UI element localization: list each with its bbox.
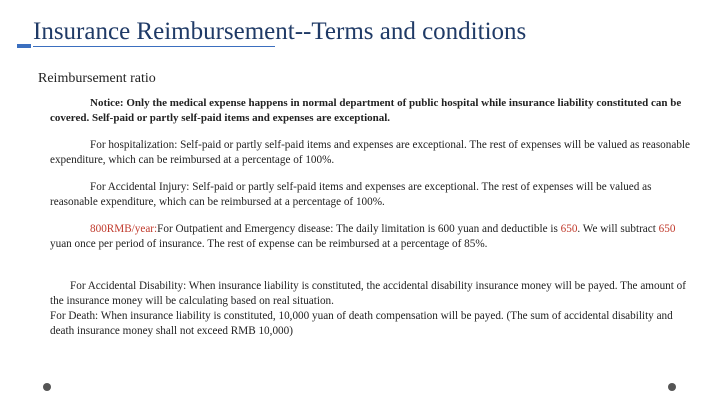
title-underline bbox=[33, 46, 275, 47]
title-accent-bar bbox=[17, 44, 31, 48]
outpatient-subtract: 650 bbox=[658, 223, 676, 235]
outpatient-paragraph bbox=[50, 222, 690, 252]
outpatient-deductible: 650 bbox=[560, 223, 578, 235]
decorative-dot-left bbox=[43, 383, 51, 391]
accidental-injury-paragraph bbox=[50, 180, 690, 210]
hospitalization-text: For hospitalization: Self-paid or partly self-paid items and expenses are exceptional. The rest of expenses will be valued as reasonable expenditure, which can be reimbursed at a percentage of 100%. bbox=[50, 139, 690, 166]
hospitalization-paragraph bbox=[50, 138, 690, 168]
outpatient-text-1: For Outpatient and Emergency disease: The daily limitation is 600 yuan and deductible is bbox=[157, 223, 561, 235]
accidental-injury-text: For Accidental Injury: Self-paid or partly self-paid items and expenses are exceptional. The rest of expenses will be valued as reasonable expenditure, which can be reimbursed at a percentage of 100%. bbox=[50, 181, 652, 208]
accidental-disability-text: For Accidental Disability: When insurance liability is constituted, the accidental disability insurance money will be payed. The amount of the insurance money will be calculating based on real situation. bbox=[50, 280, 686, 307]
notice-text: Notice: Only the medical expense happens in normal department of public hospital while insurance liability constituted can be covered. Self-paid or partly self-paid items and expenses are exceptional. bbox=[50, 97, 682, 124]
outpatient-text-2: . We will subtract bbox=[577, 223, 659, 235]
slide-subtitle: Reimbursement ratio bbox=[38, 71, 156, 86]
notice-paragraph bbox=[50, 96, 690, 126]
decorative-dot-right bbox=[668, 383, 676, 391]
death-text: For Death: When insurance liability is constituted, 10,000 yuan of death compensation will be payed. (The sum of accidental disability and death insurance money shall not exceed RMB 10,000) bbox=[50, 310, 673, 337]
slide-title: Insurance Reimbursement--Terms and conditions bbox=[33, 18, 527, 45]
outpatient-text-3: yuan once per period of insurance. The rest of expense can be reimbursed at a percentage of 85%. bbox=[50, 238, 488, 250]
outpatient-label: 800RMB/year: bbox=[90, 223, 158, 235]
disability-death-paragraph bbox=[50, 279, 690, 339]
